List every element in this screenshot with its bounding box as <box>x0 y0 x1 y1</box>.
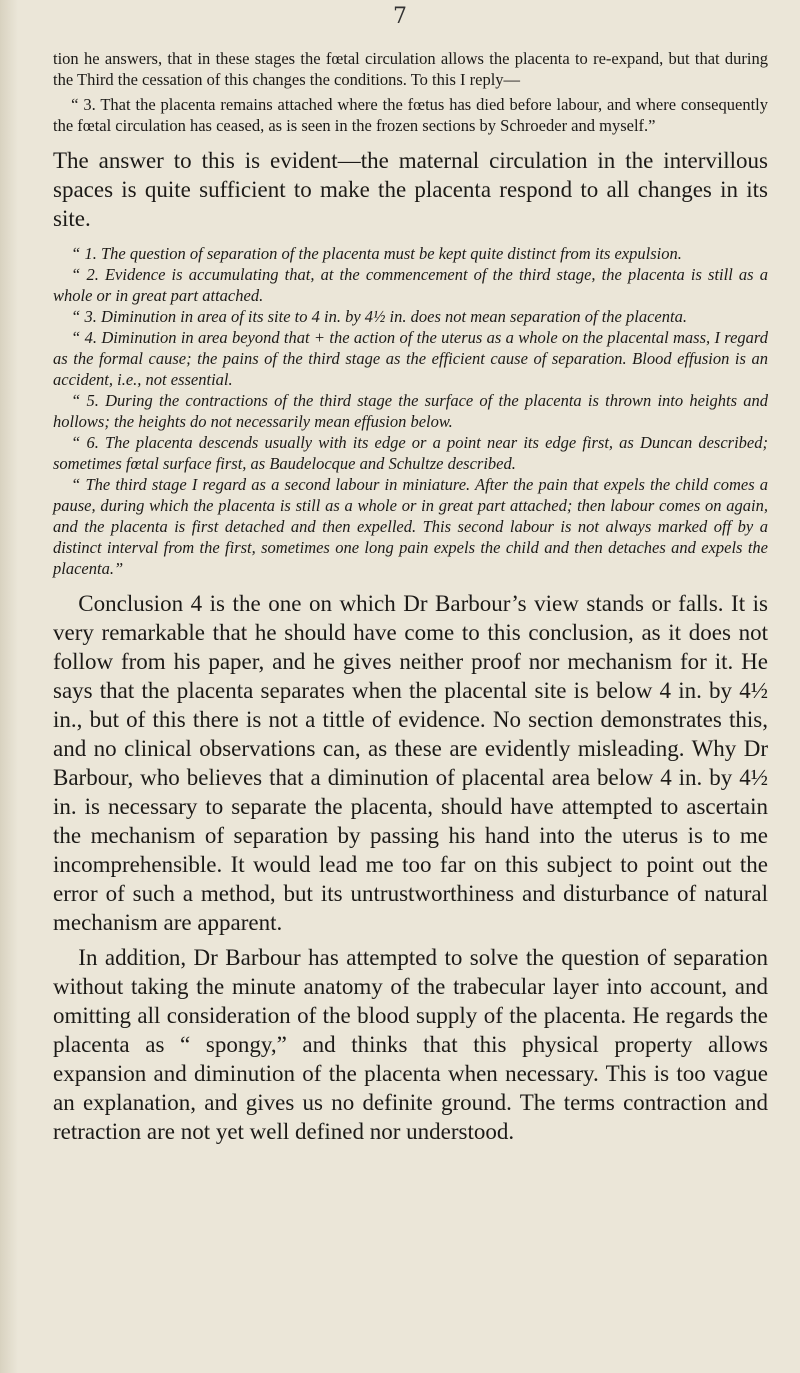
main-paragraph-1: Conclusion 4 is the one on which Dr Barbour’s view stands or falls. It is very remarkable that he should have come to this conclusion, as it does not follow from his paper, and he gives neither proof nor mechanism for it. He says that the placenta separates when the placental site is below 4 in. by 4½ in., but of this there is not a tittle of evidence. No section demonstrates this, and no clinical observations can, as these are evidently misleading. Why Dr Barbour, who believes that a diminution of placental area below 4 in. by 4½ in. is necessary to separate the placenta, should have attempted to ascertain the mechanism of separation by passing his hand into the uterus is to me incomprehensible. It would lead me too far on this subject to point out the error of such a method, but its untrustworthiness and disturbance of natural mechanism are apparent. <box>53 591 768 935</box>
answer-paragraph: The answer to this is evident—the maternal circulation in the intervillous spaces is quite sufficient to make the placenta respond to all changes in its site. <box>53 148 768 231</box>
conclusions-list <box>53 243 768 579</box>
conclusion-4: “ 4. Diminution in area beyond that + the action of the uterus as a whole on the placental mass, I regard as the formal cause; the pains of the third stage as the efficient cause of separation. Blood effusion is an accident, i.e., not essential. <box>53 328 768 389</box>
conclusion-5: “ 5. During the contractions of the third stage the surface of the placenta is thrown into heights and hollows; the heights do not necessarily mean effusion below. <box>53 391 768 431</box>
conclusion-2: “ 2. Evidence is accumulating that, at the commencement of the third stage, the placenta is still as a whole or in great part attached. <box>53 265 768 305</box>
conclusion-3: “ 3. Diminution in area of its site to 4 in. by 4½ in. does not mean separation of the placenta. <box>71 307 687 326</box>
main-paragraph-2: In addition, Dr Barbour has attempted to solve the question of separation without taking the minute anatomy of the trabecular layer into account, and omitting all consideration of the blood supply of the placenta. He regards the placenta as “ spongy,” and thinks that this physical property allows expansion and diminution of the placenta when necessary. This is too vague an explanation, and gives us no definite ground. The terms contraction and retraction are not yet well defined nor understood. <box>53 945 768 1144</box>
quote-point-3: “ 3. That the placenta remains attached where the fœtus has died before labour, and where consequently the fœtal circulation has ceased, as is seen in the frozen sections by Schroeder and myself.” <box>53 95 768 135</box>
page-edge-shadow <box>0 0 18 1373</box>
page-content <box>53 48 768 1146</box>
conclusion-6: “ 6. The placenta descends usually with its edge or a point near its edge first, as Duncan described; sometimes fœtal surface first, as Baudelocque and Schultze described. <box>53 433 768 473</box>
quote-intro-text: tion he answers, that in these stages the fœtal circulation allows the placenta to re-expand, but that during the Third the cessation of this changes the conditions. To this I reply— <box>53 49 768 89</box>
conclusion-1: “ 1. The question of separation of the placenta must be kept quite distinct from its expulsion. <box>71 244 682 263</box>
page-number: 7 <box>393 4 407 29</box>
conclusion-third-stage: “ The third stage I regard as a second labour in miniature. After the pain that expels the child comes a pause, during which the placenta is still as a whole or in great part attached; then labour comes on again, and the placenta is first detached and then expelled. This second labour is not always marked off by a distinct interval from the first, sometimes one long pain expels the child and then detaches and expels the placenta.” <box>53 475 768 578</box>
